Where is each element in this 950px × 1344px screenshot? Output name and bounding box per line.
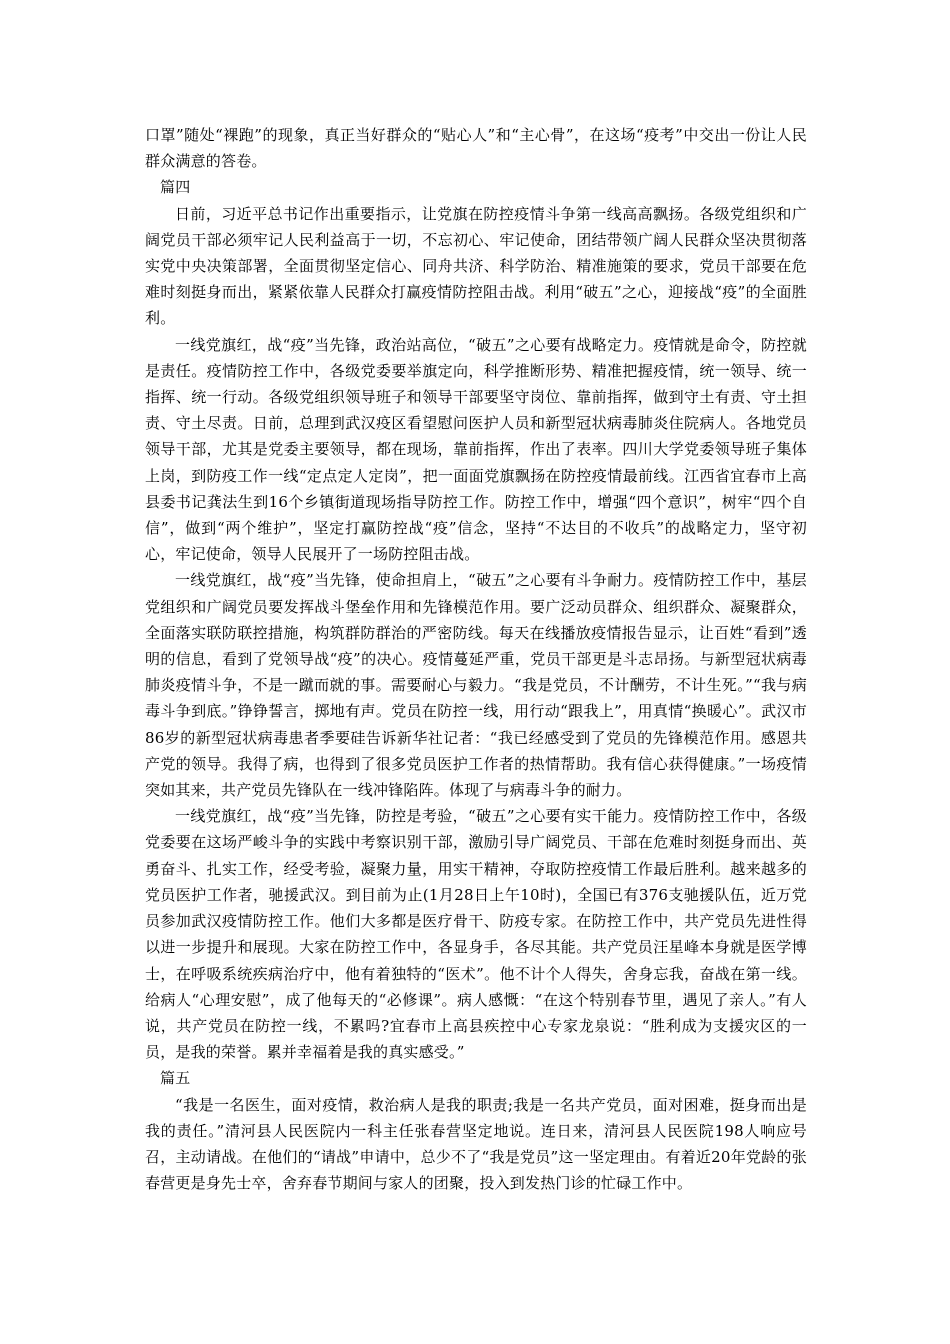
paragraph-intro: 日前，习近平总书记作出重要指示，让党旗在防控疫情斗争第一线高高飘扬。各级党组织和广阔党员干部必须牢记人民利益高于一切，不忘初心、牢记使命，团结带领广阔人民群众坚决贯彻落实党中央决策部署，全面贯彻坚定信心、同舟共济、科学防治、精准施策的要求，党员干部要在危难时刻挺身而出，紧紧依靠人民群众打赢疫情防控阻击战。利用“破五”之心，迎接战“疫”的全面胜利。 xyxy=(145,204,807,328)
section-heading-4: 篇四 xyxy=(160,178,191,197)
paragraph-endurance: 一线党旗红，战“疫”当先锋，使命担肩上，“破五”之心要有斗争耐力。疫情防控工作中，基层党组织和广阔党员要发挥战斗堡垒作用和先锋模范作用。要广泛动员群众、组织群众、凝聚群众，全面落实联防联控措施，构筑群防群治的严密防线。每天在线播放疫情报告显示，让百姓“看到”透明的信息，看到了党领导战“疫”的决心。疫情蔓延严重，党员干部更是斗志昂扬。与新型冠状病毒肺炎疫情斗争，不是一蹴而就的事。需要耐心与毅力。“我是党员，不计酬劳，不计生死。”“我与病毒斗争到底。”铮铮誓言，掷地有声。党员在防控一线，用行动“跟我上”，用真情“换暖心”。武汉市86岁的新型冠状病毒患者季要硅告诉新华社记者：“我已经感受到了党员的先锋模范作用。感恩共产党的领导。我得了病，也得到了很多党员医护工作者的热情帮助。我有信心获得健康。”一场疫情突如其来，共产党员先锋队在一线冲锋陷阵。体现了与病毒斗争的耐力。 xyxy=(145,571,807,800)
section-heading-5: 篇五 xyxy=(160,1069,191,1088)
paragraph-strategy: 一线党旗红，战“疫”当先锋，政治站高位，“破五”之心要有战略定力。疫情就是命令，防控就是责任。疫情防控工作中，各级党委要举旗定向，科学推断形势、精准把握疫情，统一领导、统一指挥、统一行动。各级党组织领导班子和领导干部要坚守岗位、靠前指挥，做到守土有责、守土担责、守土尽责。日前，总理到武汉疫区看望慰问医护人员和新型冠状病毒肺炎住院病人。各地党员领导干部，尤其是党委主要领导，都在现场，靠前指挥，作出了表率。四川大学党委领导班子集体上岗，到防疫工作一线“定点定人定岗”，把一面面党旗飘扬在防控疫情最前线。江西省宜春市上高县委书记龚法生到16个乡镇街道现场指导防控工作。防控工作中，增强“四个意识”，树牢“四个自信”，做到“两个维护”，坚定打赢防控战“疫”信念，坚持“不达目的不收兵”的战略定力，坚守初心，牢记使命，领导人民展开了一场防控阻击战。 xyxy=(145,335,807,564)
paragraph-doctor: “我是一名医生，面对疫情，救治病人是我的职责;我是一名共产党员，面对困难，挺身而出是我的责任。”清河县人民医院内一科主任张春营坚定地说。连日来，清河县人民医院198人响应号召，主动请战。在他们的“请战”申请中，总少不了“我是党员”这一坚定理由。有着近20年党龄的张春营更是身先士卒，舍弃春节期间与家人的团聚，投入到发热门诊的忙碌工作中。 xyxy=(145,1095,807,1193)
paragraph-practice: 一线党旗红，战“疫”当先锋，防控是考验，“破五”之心要有实干能力。疫情防控工作中，各级党委要在这场严峻斗争的实践中考察识别干部，激励引导广阔党员、干部在危难时刻挺身而出、英勇奋斗、扎实工作，经受考验，凝聚力量，用实干精神，夺取防控疫情工作最后胜利。越来越多的党员医护工作者，驰援武汉。到目前为止(1月28日上午10时)，全国已有376支驰援队伍，近万党员参加武汉疫情防控工作。他们大多都是医疗骨干、防疫专家。在防控工作中，共产党员先进性得以进一步提升和展现。大家在防控工作中，各显身手，各尽其能。共产党员汪星峰本身就是医学博士，在呼吸系统疾病治疗中，他有着独特的“医术”。他不计个人得失，舍身忘我，奋战在第一线。给病人“心理安慰”，成了他每天的“必修课”。病人感慨：“在这个特别春节里，遇见了亲人。”有人说，共产党员在防控一线，不累吗?宜春市上高县疾控中心专家龙泉说：“胜利成为支援灾区的一员，是我的荣誉。累并幸福着是我的真实感受。” xyxy=(145,807,807,1062)
document-page xyxy=(145,122,807,1196)
paragraph-continuation: 口罩”随处“裸跑”的现象，真正当好群众的“贴心人”和“主心骨”，在这场“疫考”中交出一份让人民群众满意的答卷。 xyxy=(145,126,807,171)
